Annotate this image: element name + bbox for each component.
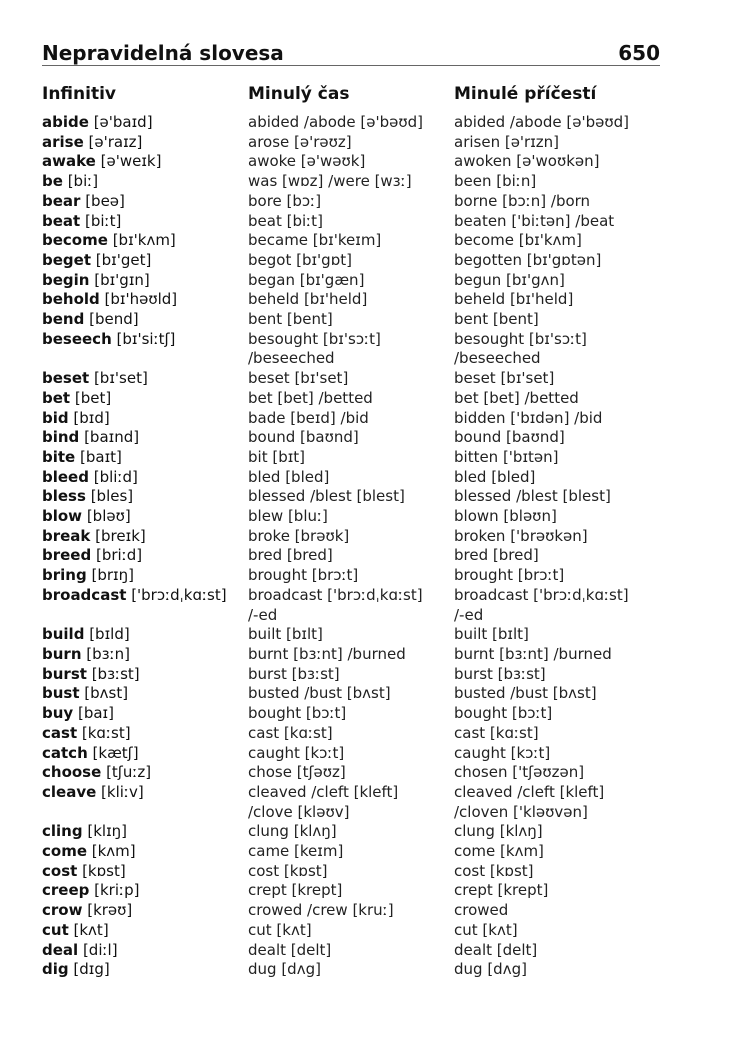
past-participle-cell: bitten ['bɪtən] (454, 447, 559, 466)
past-tense-cell: beat [biːt] (248, 211, 323, 230)
past-participle-cell: crowed (454, 901, 509, 920)
verb-infinitive: creep (42, 881, 90, 900)
past-tense-cell: came [keɪm] (248, 842, 344, 861)
past-participle-cell: arisen [ə'rɪzn] (454, 132, 560, 151)
dictionary-page (42, 38, 660, 980)
verb-infinitive: cast (42, 723, 78, 742)
verb-infinitive: awake (42, 152, 96, 171)
past-participle-cell: bred [bred] (454, 546, 539, 565)
table-row (42, 349, 660, 369)
verb-infinitive: blow (42, 507, 83, 526)
infinitive-cell (42, 783, 248, 803)
verb-pronunciation: ['brɔːdˌkɑːst] (126, 585, 227, 604)
past-participle-cell: begotten [bɪ'gɒtən] (454, 250, 602, 269)
table-row (42, 290, 660, 310)
infinitive-cell (42, 369, 248, 389)
past-tense-cell: dealt [delt] (248, 940, 332, 959)
verb-pronunciation: [baɪnd] (79, 428, 140, 447)
table-row (42, 960, 660, 980)
verb-infinitive: breed (42, 546, 92, 565)
past-participle-cell: burst [bɜːst] (454, 664, 546, 683)
infinitive-cell (42, 684, 248, 704)
past-participle-cell: cut [kʌt] (454, 920, 518, 939)
verb-pronunciation: [kɑːst] (77, 723, 131, 742)
table-row (42, 842, 660, 862)
verb-infinitive: cling (42, 822, 83, 841)
verb-infinitive: bust (42, 684, 80, 703)
past-participle-cell: cleaved /cleft [kleft] (454, 782, 605, 801)
infinitive-cell (42, 290, 248, 310)
verb-pronunciation: [biː] (62, 172, 99, 191)
verb-infinitive: bear (42, 191, 81, 210)
table-row (42, 428, 660, 448)
table-row (42, 803, 660, 823)
table-row (42, 310, 660, 330)
verb-infinitive: cost (42, 861, 78, 880)
table-row (42, 113, 660, 133)
past-participle-cell: built [bɪlt] (454, 625, 529, 644)
past-tense-cell: bit [bɪt] (248, 447, 306, 466)
past-participle-cell: cost [kɒst] (454, 861, 534, 880)
table-row (42, 744, 660, 764)
verb-infinitive: bring (42, 566, 87, 585)
past-tense-cell: began [bɪ'gæn] (248, 270, 365, 289)
past-tense-cell: /-ed (248, 605, 278, 624)
verb-pronunciation: [bʌst] (79, 684, 129, 703)
table-row (42, 822, 660, 842)
infinitive-cell (42, 606, 248, 626)
infinitive-cell (42, 212, 248, 232)
past-participle-cell: come [kʌm] (454, 842, 544, 861)
verb-infinitive: beseech (42, 329, 112, 348)
infinitive-cell (42, 842, 248, 862)
verb-infinitive: bless (42, 487, 86, 506)
past-tense-cell: chose [tʃəʊz] (248, 763, 346, 782)
past-participle-cell: abided /abode [ə'bəʊd] (454, 113, 629, 131)
past-tense-cell: burst [bɜːst] (248, 664, 340, 683)
table-row (42, 921, 660, 941)
verb-infinitive: bite (42, 447, 76, 466)
verb-infinitive: catch (42, 743, 88, 762)
past-tense-cell: /beseeched (248, 349, 335, 368)
table-row (42, 487, 660, 507)
past-participle-cell: chosen ['tʃəʊzən] (454, 763, 585, 782)
verb-pronunciation: [dɪg] (68, 960, 110, 979)
past-participle-cell: beaten ['biːtən] /beat (454, 211, 615, 230)
past-participle-cell: cast [kɑːst] (454, 723, 539, 742)
table-row (42, 369, 660, 389)
infinitive-cell (42, 389, 248, 409)
infinitive-cell (42, 901, 248, 921)
verb-pronunciation: [bɪ'get] (91, 250, 152, 269)
verb-pronunciation: [baɪ] (73, 704, 114, 723)
table-row (42, 231, 660, 251)
past-participle-cell: broadcast ['brɔːdˌkɑːst] (454, 585, 629, 604)
verb-infinitive: bleed (42, 467, 89, 486)
infinitive-cell (42, 724, 248, 744)
verb-infinitive: crow (42, 901, 83, 920)
verb-pronunciation: [briːd] (91, 546, 143, 565)
table-row (42, 546, 660, 566)
past-participle-cell: brought [brɔːt] (454, 566, 565, 585)
table-row (42, 133, 660, 153)
past-participle-cell: become [bɪ'kʌm] (454, 231, 582, 250)
verb-infinitive: abide (42, 113, 89, 131)
past-participle-cell: crept [krept] (454, 881, 549, 900)
past-participle-cell: bled [bled] (454, 467, 536, 486)
infinitive-cell (42, 113, 248, 133)
past-participle-cell: bet [bet] /betted (454, 388, 579, 407)
table-row (42, 566, 660, 586)
verb-infinitive: build (42, 625, 85, 644)
table-row (42, 448, 660, 468)
verb-infinitive: bend (42, 310, 85, 329)
verb-pronunciation: [bɪ'kʌm] (107, 231, 176, 250)
verb-infinitive: come (42, 842, 87, 861)
past-tense-cell: begot [bɪ'gɒt] (248, 250, 352, 269)
past-participle-cell: been [biːn] (454, 172, 537, 191)
table-row (42, 527, 660, 547)
table-row (42, 881, 660, 901)
infinitive-cell (42, 409, 248, 429)
verb-pronunciation: [bɜːn] (81, 644, 131, 663)
past-tense-cell: cut [kʌt] (248, 920, 312, 939)
column-header-infinitive: Infinitiv (42, 84, 116, 104)
verb-pronunciation: [bɪld] (84, 625, 130, 644)
past-participle-cell: busted /bust [bʌst] (454, 684, 597, 703)
past-participle-cell: beset [bɪ'set] (454, 369, 555, 388)
past-tense-cell: bent [bent] (248, 310, 333, 329)
infinitive-cell (42, 546, 248, 566)
past-participle-cell: begun [bɪ'gʌn] (454, 270, 565, 289)
infinitive-cell (42, 566, 248, 586)
verb-pronunciation: [ə'raɪz] (83, 132, 143, 151)
verb-pronunciation: [kʌt] (68, 920, 109, 939)
infinitive-cell (42, 803, 248, 823)
past-participle-cell: borne [bɔːn] /born (454, 191, 591, 210)
verb-pronunciation: [bend] (84, 310, 139, 329)
verb-pronunciation: [bet] (70, 388, 112, 407)
past-tense-cell: built [bɪlt] (248, 625, 323, 644)
verb-pronunciation: [bɪ'set] (89, 369, 148, 388)
past-tense-cell: bore [bɔː] (248, 191, 322, 210)
past-tense-cell: became [bɪ'keɪm] (248, 231, 382, 250)
table-row (42, 862, 660, 882)
infinitive-cell (42, 960, 248, 980)
verb-pronunciation: [krəʊ] (82, 901, 133, 920)
past-participle-cell: broken ['brəʊkən] (454, 526, 588, 545)
verb-infinitive: burn (42, 644, 82, 663)
table-row (42, 251, 660, 271)
past-participle-cell: dug [dʌg] (454, 960, 527, 979)
table-row (42, 271, 660, 291)
verb-pronunciation: [bɪ'gɪn] (89, 270, 150, 289)
verb-pronunciation: [kætʃ] (87, 743, 139, 762)
verb-infinitive: become (42, 231, 108, 250)
verb-pronunciation: [kliːv] (96, 782, 144, 801)
table-row (42, 704, 660, 724)
past-participle-cell: /cloven ['kləʊvən] (454, 802, 588, 821)
table-row (42, 665, 660, 685)
past-tense-cell: bled [bled] (248, 467, 330, 486)
infinitive-cell (42, 704, 248, 724)
verb-infinitive: buy (42, 704, 74, 723)
table-row (42, 192, 660, 212)
table-row (42, 645, 660, 665)
verb-pronunciation: [brɪŋ] (86, 566, 134, 585)
past-participle-cell: blessed /blest [blest] (454, 487, 611, 506)
table-row (42, 409, 660, 429)
past-participle-cell: clung [klʌŋ] (454, 822, 543, 841)
past-tense-cell: was [wɒz] /were [wɜː] (248, 172, 412, 191)
infinitive-cell (42, 192, 248, 212)
verb-pronunciation: [bləʊ] (82, 507, 131, 526)
verb-infinitive: beat (42, 211, 81, 230)
verb-pronunciation: [klɪŋ] (82, 822, 128, 841)
column-headers (42, 84, 660, 104)
infinitive-cell (42, 468, 248, 488)
verb-pronunciation: [biːt] (80, 211, 122, 230)
verb-pronunciation: [bɪd] (68, 408, 110, 427)
past-tense-cell: /clove [kləʊv] (248, 802, 350, 821)
table-row (42, 507, 660, 527)
verb-infinitive: behold (42, 290, 100, 309)
page-title: Nepravidelná slovesa (42, 41, 284, 65)
past-tense-cell: bade [beɪd] /bid (248, 408, 369, 427)
past-participle-cell: blown [bləʊn] (454, 507, 557, 526)
past-tense-cell: cost [kɒst] (248, 861, 328, 880)
verb-infinitive: choose (42, 763, 102, 782)
table-row (42, 763, 660, 783)
infinitive-cell (42, 645, 248, 665)
verb-pronunciation: [baɪt] (75, 447, 122, 466)
infinitive-cell (42, 448, 248, 468)
past-participle-cell: /-ed (454, 605, 484, 624)
verb-infinitive: beget (42, 250, 91, 269)
past-tense-cell: blew [bluː] (248, 507, 328, 526)
verb-infinitive: bet (42, 388, 71, 407)
past-participle-cell: caught [kɔːt] (454, 743, 551, 762)
past-tense-cell: caught [kɔːt] (248, 743, 345, 762)
verb-infinitive: dig (42, 960, 69, 979)
infinitive-cell (42, 271, 248, 291)
infinitive-cell (42, 330, 248, 350)
infinitive-cell (42, 487, 248, 507)
past-tense-cell: beheld [bɪ'held] (248, 290, 368, 309)
infinitive-cell (42, 231, 248, 251)
verb-pronunciation: [kriːp] (89, 881, 140, 900)
table-row (42, 724, 660, 744)
verb-infinitive: deal (42, 940, 79, 959)
table-row (42, 586, 660, 606)
table-row (42, 901, 660, 921)
infinitive-cell (42, 822, 248, 842)
infinitive-cell (42, 941, 248, 961)
past-tense-cell: broke [brəʊk] (248, 526, 350, 545)
past-tense-cell: arose [ə'rəʊz] (248, 132, 352, 151)
column-header-participle: Minulé příčestí (454, 84, 597, 104)
past-tense-cell: bet [bet] /betted (248, 388, 373, 407)
table-row (42, 172, 660, 192)
page-number: 650 (618, 41, 660, 65)
infinitive-cell (42, 881, 248, 901)
table-row (42, 941, 660, 961)
verb-infinitive: burst (42, 664, 87, 683)
infinitive-cell (42, 133, 248, 153)
verb-pronunciation: [kɒst] (77, 861, 126, 880)
past-tense-cell: besought [bɪ'sɔːt] (248, 329, 381, 348)
infinitive-cell (42, 665, 248, 685)
past-tense-cell: blessed /blest [blest] (248, 487, 405, 506)
past-participle-cell: bought [bɔːt] (454, 704, 553, 723)
past-participle-cell: bent [bent] (454, 310, 539, 329)
past-participle-cell: /beseeched (454, 349, 541, 368)
infinitive-cell (42, 744, 248, 764)
past-participle-cell: besought [bɪ'sɔːt] (454, 329, 587, 348)
past-participle-cell: bound [baʊnd] (454, 428, 565, 447)
infinitive-cell (42, 862, 248, 882)
verb-infinitive: beset (42, 369, 90, 388)
verb-pronunciation: [kʌm] (87, 842, 136, 861)
table-row (42, 684, 660, 704)
past-tense-cell: crept [krept] (248, 881, 343, 900)
past-participle-cell: bidden ['bɪdən] /bid (454, 408, 603, 427)
page-header (42, 38, 660, 66)
past-tense-cell: bought [bɔːt] (248, 704, 347, 723)
verb-pronunciation: [bɜːst] (86, 664, 140, 683)
verb-pronunciation: [diːl] (78, 940, 118, 959)
verb-pronunciation: [bles] (85, 487, 134, 506)
past-tense-cell: dug [dʌg] (248, 960, 321, 979)
verb-table (42, 113, 660, 980)
verb-infinitive: arise (42, 132, 84, 151)
past-tense-cell: cleaved /cleft [kleft] (248, 782, 399, 801)
table-row (42, 468, 660, 488)
infinitive-cell (42, 507, 248, 527)
verb-infinitive: bind (42, 428, 80, 447)
infinitive-cell (42, 586, 248, 606)
column-header-past: Minulý čas (248, 84, 350, 104)
past-tense-cell: bred [bred] (248, 546, 333, 565)
past-participle-cell: awoken [ə'woʊkən] (454, 152, 600, 171)
infinitive-cell (42, 349, 248, 369)
table-row (42, 152, 660, 172)
verb-pronunciation: [ə'baɪd] (88, 113, 153, 131)
verb-pronunciation: [bɪ'siːtʃ] (111, 329, 176, 348)
past-participle-cell: burnt [bɜːnt] /burned (454, 644, 612, 663)
infinitive-cell (42, 527, 248, 547)
past-tense-cell: clung [klʌŋ] (248, 822, 337, 841)
past-tense-cell: bound [baʊnd] (248, 428, 359, 447)
verb-pronunciation: [breɪk] (90, 526, 146, 545)
verb-pronunciation: [tʃuːz] (101, 763, 152, 782)
verb-infinitive: break (42, 526, 91, 545)
past-participle-cell: beheld [bɪ'held] (454, 290, 574, 309)
past-tense-cell: abided /abode [ə'bəʊd] (248, 113, 423, 131)
verb-pronunciation: [bɪ'həʊld] (99, 290, 178, 309)
verb-infinitive: broadcast (42, 585, 127, 604)
past-tense-cell: busted /bust [bʌst] (248, 684, 391, 703)
verb-infinitive: cut (42, 920, 69, 939)
past-tense-cell: cast [kɑːst] (248, 723, 333, 742)
verb-infinitive: bid (42, 408, 69, 427)
past-participle-cell: dealt [delt] (454, 940, 538, 959)
verb-pronunciation: [beə] (80, 191, 125, 210)
verb-pronunciation: [ə'weɪk] (95, 152, 162, 171)
infinitive-cell (42, 921, 248, 941)
past-tense-cell: brought [brɔːt] (248, 566, 359, 585)
infinitive-cell (42, 763, 248, 783)
infinitive-cell (42, 251, 248, 271)
past-tense-cell: broadcast ['brɔːdˌkɑːst] (248, 585, 423, 604)
past-tense-cell: awoke [ə'wəʊk] (248, 152, 366, 171)
table-row (42, 625, 660, 645)
verb-infinitive: begin (42, 270, 90, 289)
table-row (42, 330, 660, 350)
table-row (42, 212, 660, 232)
infinitive-cell (42, 310, 248, 330)
table-row (42, 389, 660, 409)
past-tense-cell: burnt [bɜːnt] /burned (248, 644, 406, 663)
past-tense-cell: beset [bɪ'set] (248, 369, 349, 388)
table-row (42, 783, 660, 803)
infinitive-cell (42, 172, 248, 192)
table-row (42, 606, 660, 626)
past-tense-cell: crowed /crew [kruː] (248, 901, 394, 920)
infinitive-cell (42, 152, 248, 172)
verb-infinitive: cleave (42, 782, 97, 801)
infinitive-cell (42, 428, 248, 448)
verb-pronunciation: [bliːd] (88, 467, 138, 486)
infinitive-cell (42, 625, 248, 645)
verb-infinitive: be (42, 172, 63, 191)
